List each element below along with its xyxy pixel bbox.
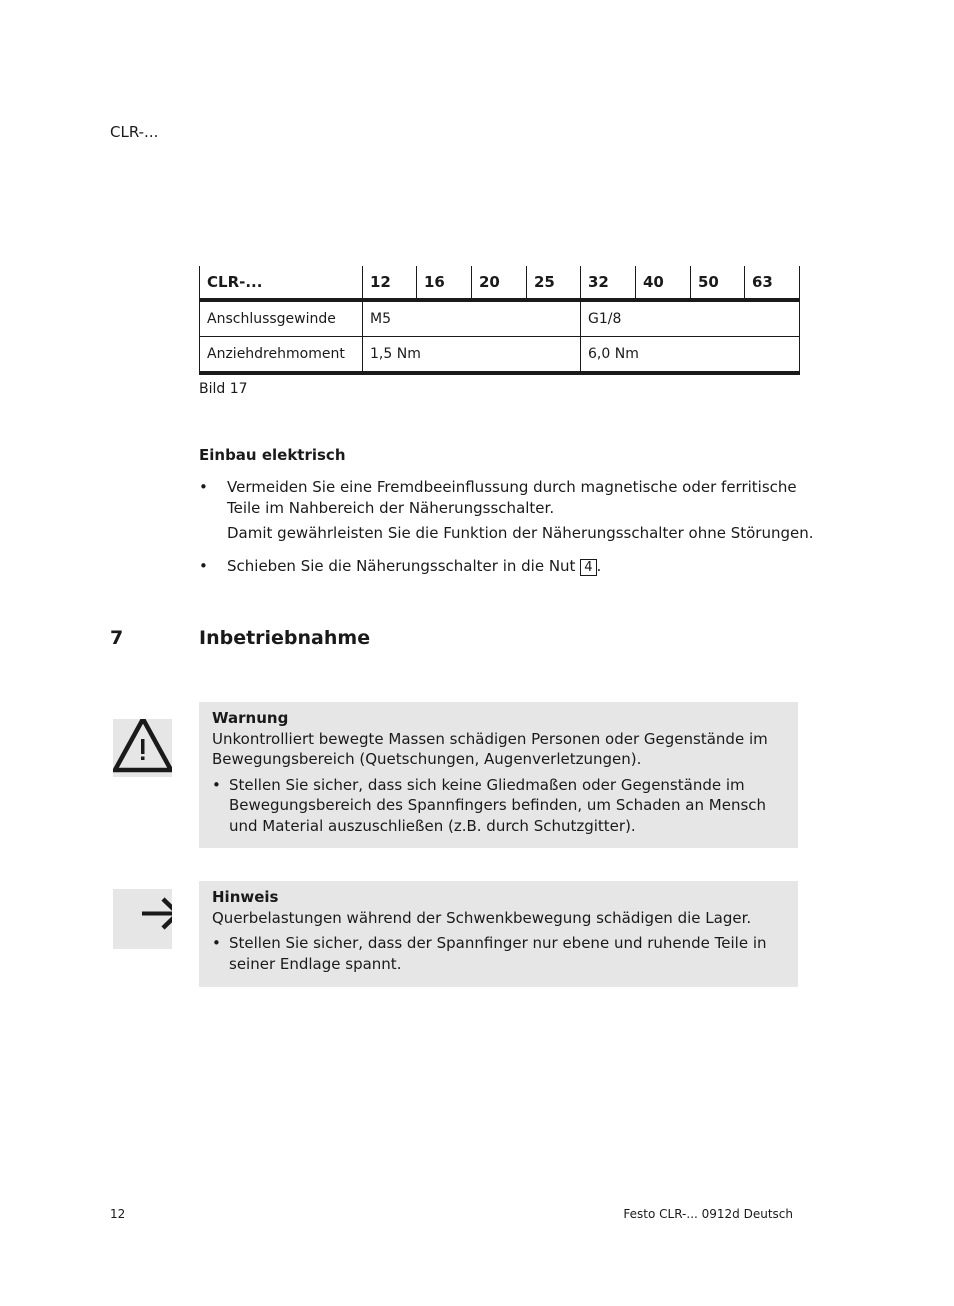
bullet-icon: •	[199, 557, 208, 575]
hint-title: Hinweis	[212, 888, 279, 906]
list-item-note: Damit gewährleisten Sie die Funktion der Näherungsschalter ohne Störungen.	[227, 524, 814, 542]
table-header-cell: 25	[527, 266, 581, 300]
hint-bullet-text: Stellen Sie sicher, dass der Spannfinger nur ebene und ruhende Teile in seiner Endlage spannt.	[229, 934, 767, 973]
warning-icon-tile	[113, 719, 172, 777]
table-header-cell: CLR-...	[200, 266, 363, 300]
list-item-text	[227, 556, 807, 577]
running-header: CLR-...	[110, 123, 159, 141]
warning-box	[199, 702, 798, 848]
table-header-cell: 63	[745, 266, 800, 300]
table-header-cell: 12	[363, 266, 417, 300]
table-header-cell: 50	[691, 266, 745, 300]
table-header-cell: 16	[417, 266, 472, 300]
list-item-text: Vermeiden Sie eine Fremdbeeinflussung durch magnetische oder ferritische Teile im Nahbereich der Näherungsschalter.	[227, 478, 797, 517]
bullet-icon: •	[212, 934, 221, 952]
list-item-text-suffix: .	[596, 557, 602, 575]
table-header-row	[200, 266, 800, 300]
table-cell: 1,5 Nm	[363, 337, 581, 374]
warning-text: Unkontrolliert bewegte Massen schädigen Personen oder Gegenstände im Bewegungsbereich (Quetschungen, Augenverletzungen).	[212, 729, 768, 768]
figure-reference: 4	[580, 559, 596, 576]
footer-doc-label: Festo CLR-... 0912d Deutsch	[623, 1207, 793, 1221]
warning-title: Warnung	[212, 709, 289, 727]
row-label: Anziehdrehmoment	[200, 337, 363, 374]
hint-text: Querbelastungen während der Schwenkbewegung schädigen die Lager.	[212, 908, 752, 927]
hint-icon-tile	[113, 889, 172, 949]
list-item	[212, 775, 785, 837]
table-row	[200, 300, 800, 337]
table-header-cell: 40	[636, 266, 691, 300]
table-cell: M5	[363, 300, 581, 337]
hint-box	[199, 881, 798, 987]
section-number: 7	[110, 627, 124, 649]
spec-table	[199, 266, 800, 375]
bullet-icon: •	[212, 775, 221, 794]
table-cell: G1/8	[581, 300, 800, 337]
table-cell: 6,0 Nm	[581, 337, 800, 374]
row-label: Anschlussgewinde	[200, 300, 363, 337]
page-number: 12	[110, 1207, 126, 1221]
section-title: Inbetriebnahme	[199, 627, 371, 649]
table-row	[200, 337, 800, 374]
warning-triangle-icon	[113, 719, 172, 777]
arrow-right-icon	[113, 889, 172, 949]
table-header-cell: 32	[581, 266, 636, 300]
table-header-cell: 20	[472, 266, 527, 300]
figure-caption: Bild 17	[199, 381, 248, 397]
warning-bullet-text: Stellen Sie sicher, dass sich keine Gliedmaßen oder Gegenstände im Bewegungsbereich des Spannfingers befinden, um Schaden an Mensch und Material auszuschließen (z.B. durch Schutzgitter).	[229, 775, 767, 835]
bullet-icon: •	[199, 478, 208, 496]
list-item	[212, 933, 785, 974]
list-item-text-prefix: Schieben Sie die Näherungsschalter in die Nut	[227, 557, 581, 575]
subsection-heading: Einbau elektrisch	[199, 446, 346, 464]
